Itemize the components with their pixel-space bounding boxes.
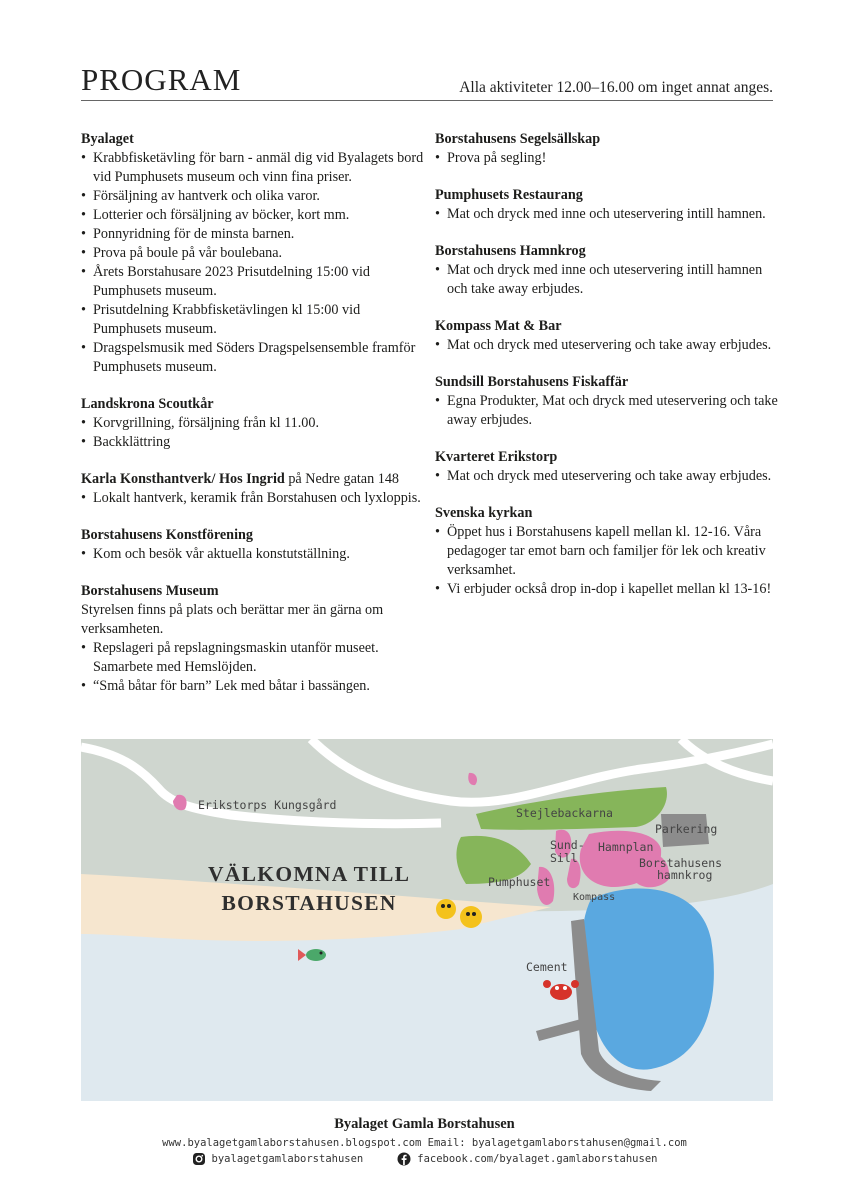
section-title (435, 130, 785, 149)
activity-item: • Dragspelsmusik med Söders Dragspelsensemble framför Pumphusets museum. (81, 339, 431, 377)
activity-list (435, 467, 785, 486)
section-pumphusets-restaurang (435, 186, 785, 224)
activity-list (81, 545, 431, 564)
section-borstahusens-museum (81, 582, 431, 696)
welcome-text (208, 860, 410, 918)
page-header (81, 60, 773, 101)
map-illustration (81, 739, 773, 1101)
facebook-link[interactable]: facebook.com/byalaget.gamlaborstahusen (417, 1153, 658, 1165)
page-footer (0, 1116, 849, 1166)
activity-item: • Öppet hus i Borstahusens kapell mellan kl. 12-16. Våra pedagoger tar emot barn och familjer för lek och kreativ verksamhet. (435, 523, 785, 580)
activity-list (435, 523, 785, 599)
label-stejlebackarna: Stejlebackarna (516, 806, 613, 820)
activity-item: • Årets Borstahusare 2023 Prisutdelning 15:00 vid Pumphusets museum. (81, 263, 431, 301)
instagram-handle[interactable]: byalagetgamlaborstahusen (211, 1153, 364, 1165)
program-left-column (81, 130, 431, 714)
activity-item: • Krabbfisketävling för barn - anmäl dig vid Byalagets bord vid Pumphusets museum och vinn fina priser. (81, 149, 431, 187)
page-title: PROGRAM (81, 62, 242, 97)
activity-item: • Lotterier och försäljning av böcker, kort mm. (81, 206, 431, 225)
section-title-text: Landskrona Scoutkår (81, 396, 214, 412)
activity-list (81, 414, 431, 452)
label-erikstorp: Erikstorps Kungsgård (198, 798, 337, 812)
activity-item: • Lokalt hantverk, keramik från Borstahusen och lyxloppis. (81, 489, 431, 508)
section-title (435, 186, 785, 205)
section-borstahusens-konstforening (81, 526, 431, 564)
section-kompass-mat-bar (435, 317, 785, 355)
facebook-icon (397, 1152, 411, 1166)
activity-list (435, 336, 785, 355)
activity-list (435, 392, 785, 430)
activity-item: • Prisutdelning Krabbfisketävlingen kl 15:00 vid Pumphusets museum. (81, 301, 431, 339)
section-title-text: Borstahusens Segelsällskap (435, 131, 601, 147)
label-parkering: Parkering (655, 822, 718, 836)
activity-list (81, 639, 431, 696)
activity-list (81, 489, 431, 508)
section-karla-konsthantverk-hos-ingrid (81, 470, 431, 508)
section-title-text: Borstahusens Hamnkrog (435, 243, 586, 259)
section-borstahusens-hamnkrog (435, 242, 785, 299)
section-title (81, 130, 431, 149)
activity-list (81, 149, 431, 377)
program-right-column (435, 130, 785, 617)
section-title-text: Karla Konsthantverk/ Hos Ingrid (81, 471, 285, 487)
activity-item: • Backklättring (81, 433, 431, 452)
welcome-line-1: VÄLKOMNA TILL (208, 862, 411, 886)
activity-item: • Repslageri på repslagningsmaskin utanför museet. Samarbete med Hemslöjden. (81, 639, 431, 677)
section-title (81, 526, 431, 545)
section-kvarteret-erikstorp (435, 448, 785, 486)
section-title-location: på Nedre gatan 148 (284, 471, 400, 487)
activity-item: • Försäljning av hantverk och olika varor. (81, 187, 431, 206)
section-title (435, 448, 785, 467)
label-cement: Cement (526, 960, 568, 974)
section-svenska-kyrkan (435, 504, 785, 599)
section-title (435, 373, 785, 392)
activity-item: • Ponnyridning för de minsta barnen. (81, 225, 431, 244)
activity-item: • Korvgrillning, försäljning från kl 11.00. (81, 414, 431, 433)
section-byalaget (81, 130, 431, 377)
label-hamnkrog-1: Borstahusens (639, 856, 723, 870)
harbor-map (81, 739, 773, 1101)
section-title-text: Kompass Mat & Bar (435, 318, 562, 334)
activity-item: • Mat och dryck med inne och uteservering intill hamnen och take away erbjudes. (435, 261, 785, 299)
section-landskrona-scoutkar (81, 395, 431, 452)
section-title-text: Pumphusets Restaurang (435, 187, 583, 203)
section-borstahusens-segelsallskap (435, 130, 785, 168)
section-title-text: Borstahusens Konstförening (81, 527, 253, 543)
activity-item: • Prova på boule på vår boulebana. (81, 244, 431, 263)
label-hamnplan: Hamnplan (598, 840, 654, 854)
section-title (435, 317, 785, 336)
label-pumphuset: Pumphuset (488, 875, 551, 889)
section-description: Styrelsen finns på plats och berättar mer än gärna om verksamheten. (81, 602, 384, 637)
section-title (435, 242, 785, 261)
activity-item: • Kom och besök vår aktuella konstutställning. (81, 545, 431, 564)
label-hamnkrog-2: hamnkrog (657, 868, 713, 882)
organization-name: Byalaget Gamla Borstahusen (334, 1116, 515, 1132)
instagram-icon (192, 1152, 206, 1166)
activity-item: • Prova på segling! (435, 149, 785, 168)
section-title (81, 395, 431, 414)
activity-item: • Egna Produkter, Mat och dryck med uteservering och take away erbjudes. (435, 392, 785, 430)
program-note: Alla aktiviteter 12.00–16.00 om inget annat anges. (459, 79, 773, 96)
section-title-text: Svenska kyrkan (435, 505, 533, 521)
label-kompass: Kompass (573, 892, 616, 903)
activity-item: • “Små båtar för barn” Lek med båtar i bassängen. (81, 677, 431, 696)
label-sund: Sund- (550, 838, 585, 852)
contact-info: www.byalagetgamlaborstahusen.blogspot.com Email: byalagetgamlaborstahusen@gmail.com (162, 1137, 687, 1149)
activity-item: • Mat och dryck med uteservering och take away erbjudes. (435, 467, 785, 486)
section-title-text: Byalaget (81, 131, 134, 147)
section-title-text: Sundsill Borstahusens Fiskaffär (435, 374, 629, 390)
activity-item: • Mat och dryck med uteservering och take away erbjudes. (435, 336, 785, 355)
section-title (81, 470, 431, 489)
activity-list (435, 261, 785, 299)
activity-list (435, 149, 785, 168)
label-sill: Sill (550, 851, 578, 865)
welcome-line-2: BORSTAHUSEN (221, 891, 397, 915)
section-title (81, 582, 431, 601)
activity-item: • Vi erbjuder också drop in-dop i kapellet mellan kl 13-16! (435, 580, 785, 599)
section-sundsill-borstahusens-fiskaffar (435, 373, 785, 430)
section-title-text: Kvarteret Erikstorp (435, 449, 558, 465)
activity-list (435, 205, 785, 224)
activity-item: • Mat och dryck med inne och uteservering intill hamnen. (435, 205, 785, 224)
section-title (435, 504, 785, 523)
section-title-text: Borstahusens Museum (81, 583, 219, 599)
social-links (0, 1152, 849, 1166)
